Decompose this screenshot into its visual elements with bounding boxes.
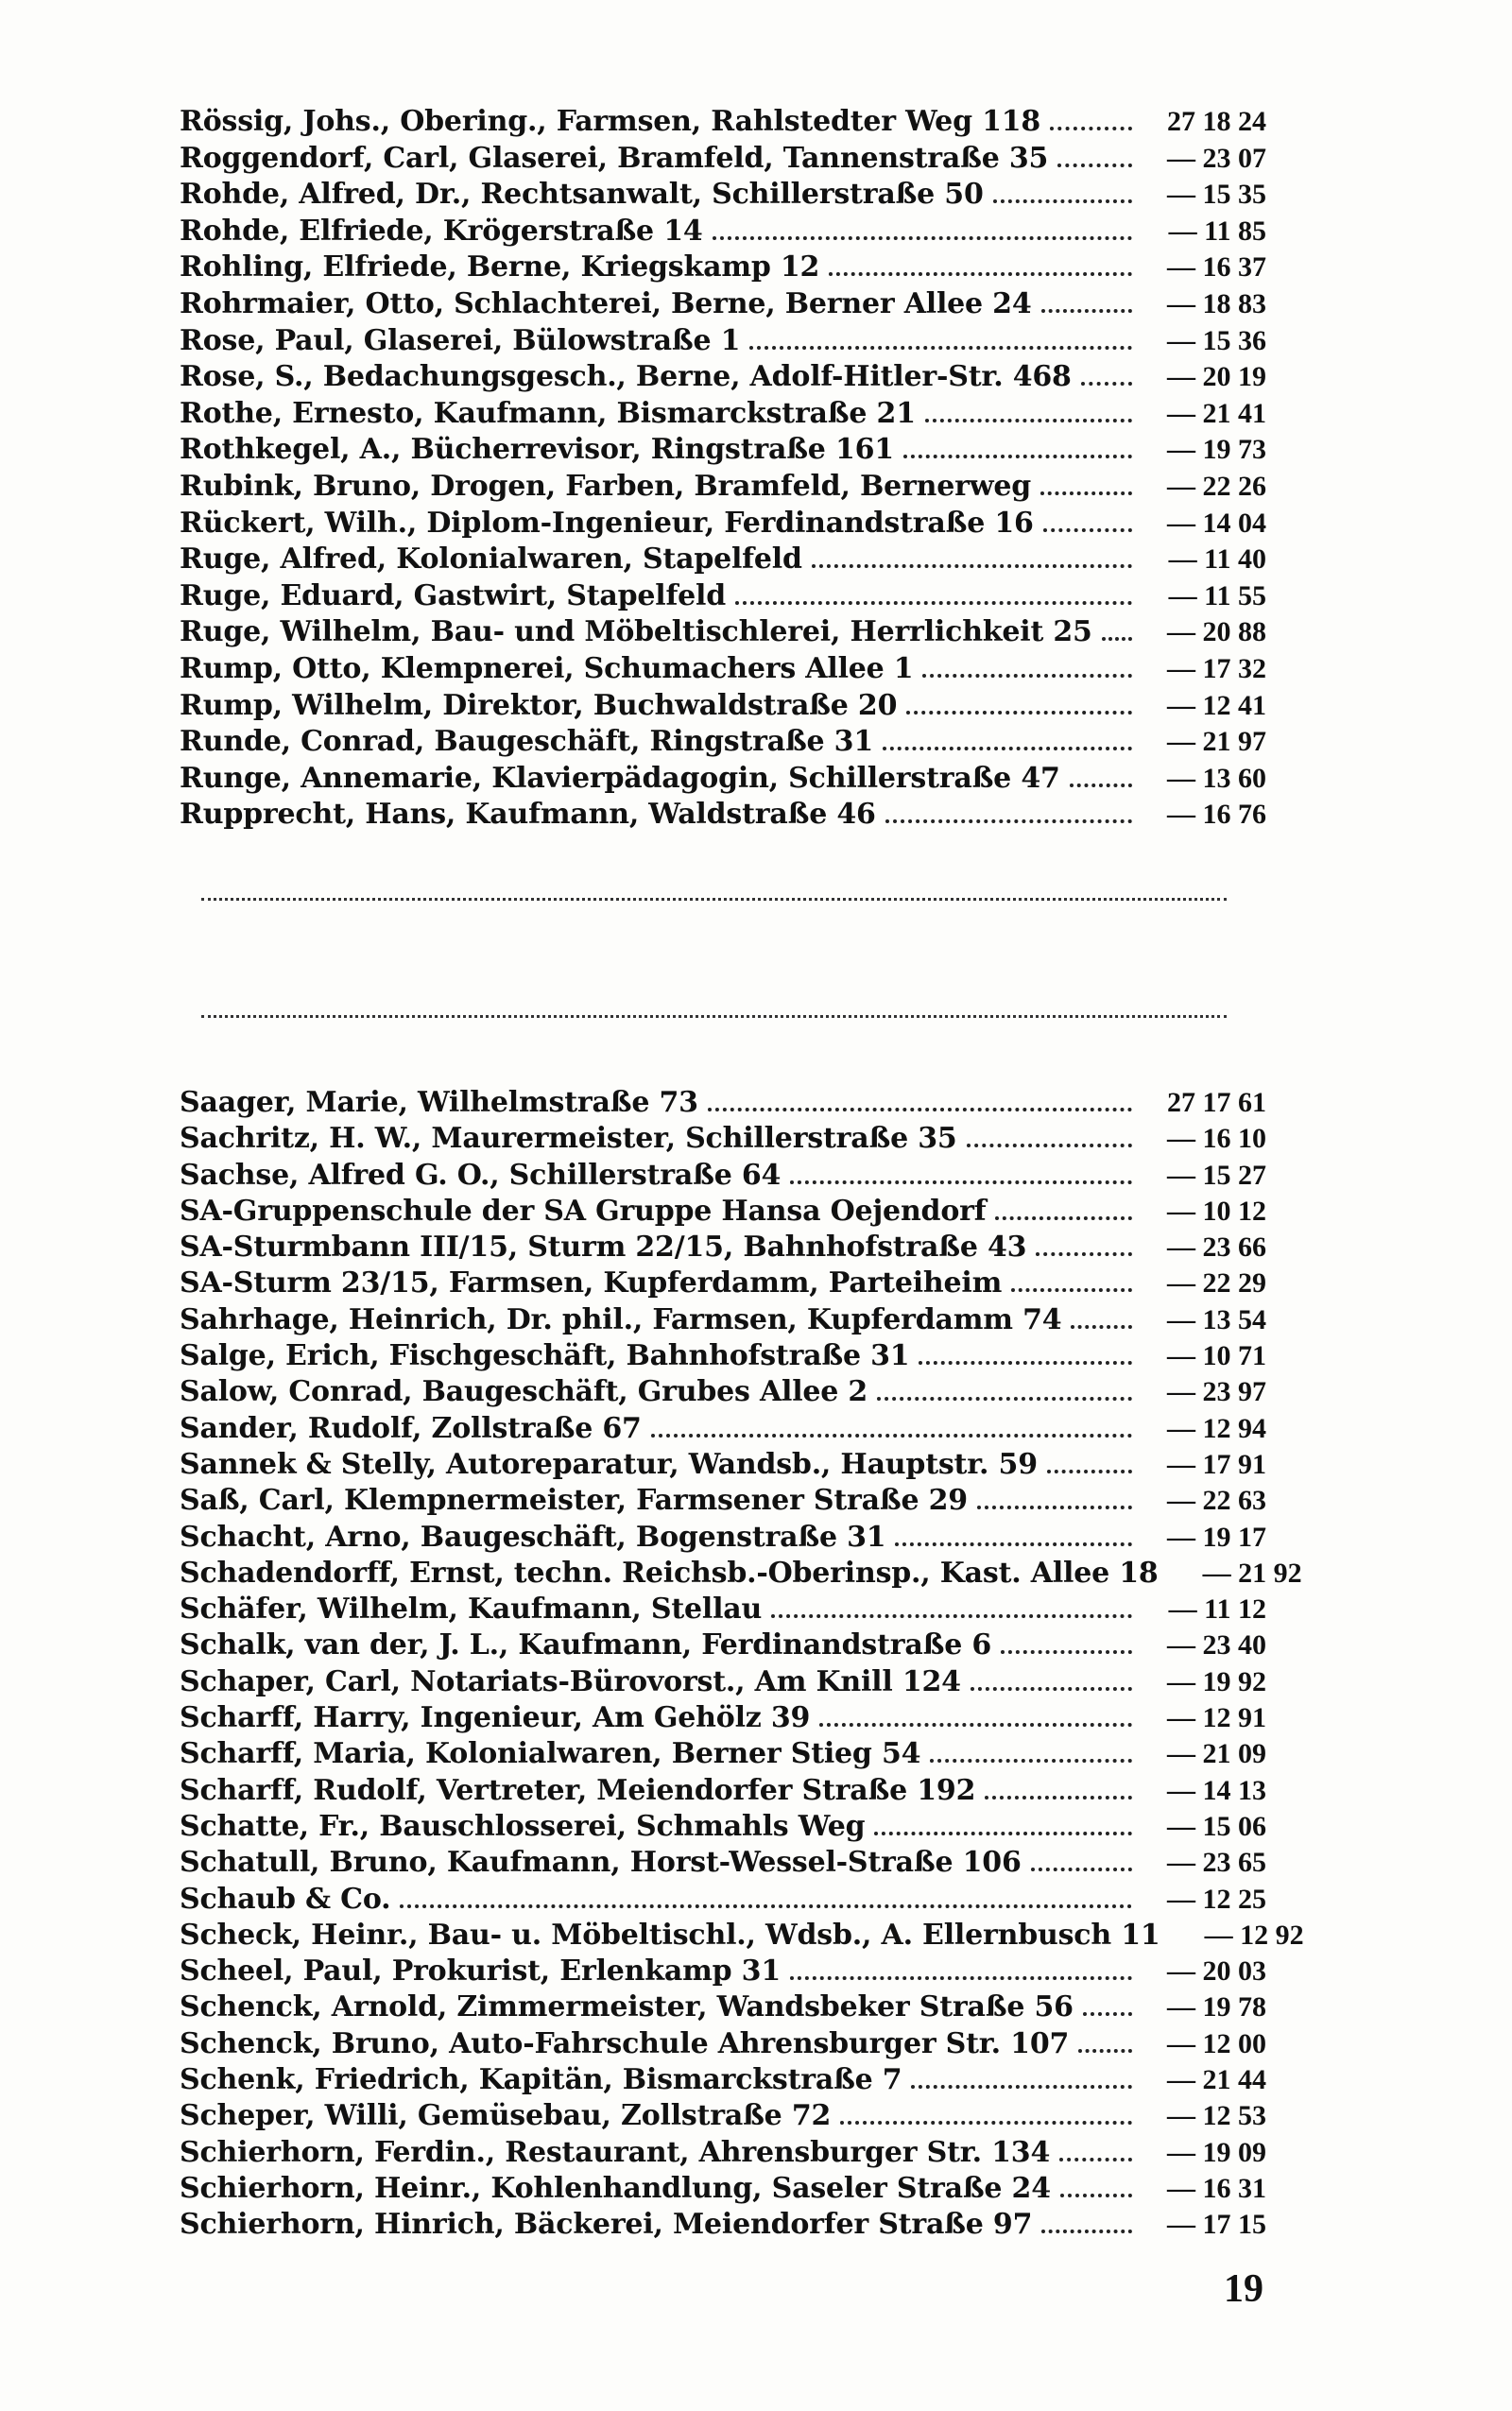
entry-name-address: Saager, Marie, Wilhelmstraße 73	[180, 1086, 698, 1119]
dot-leader	[1031, 1868, 1132, 1871]
entry-name-address: Salge, Erich, Fischgeschäft, Bahnhofstraße 31	[180, 1339, 910, 1373]
entry-phone-number: — 17 91	[1167, 1448, 1266, 1480]
entry-phone-number: — 12 91	[1167, 1702, 1266, 1734]
entry-phone-number: — 18 83	[1167, 287, 1266, 319]
entry-phone-number: — 12 00	[1167, 2027, 1266, 2059]
entry-name-address: Schacht, Arno, Baugeschäft, Bogenstraße 31	[180, 1520, 886, 1554]
listing-entry	[180, 1194, 1266, 1230]
entry-phone-number: — 21 44	[1167, 2064, 1266, 2096]
entry-name-address: Schalk, van der, J. L., Kaufmann, Ferdinandstraße 6	[180, 1628, 992, 1662]
entry-phone-number: — 17 32	[1167, 652, 1266, 684]
dot-leader	[985, 1796, 1132, 1800]
entry-phone-number: — 16 76	[1167, 799, 1266, 831]
entry-phone-number: — 20 03	[1167, 1955, 1266, 1988]
listing-entry	[180, 614, 1266, 651]
dot-leader	[1057, 164, 1132, 167]
dotted-separator	[201, 898, 1227, 901]
dot-leader	[903, 455, 1132, 458]
entry-phone-number: — 12 94	[1167, 1412, 1266, 1444]
entry-phone-number: — 22 29	[1167, 1267, 1266, 1300]
listing-entry	[180, 396, 1266, 433]
entry-name-address: Schatte, Fr., Bauschlosserei, Schmahls Weg	[180, 1809, 866, 1843]
entry-name-address: Rose, Paul, Glaserei, Bülowstraße 1	[180, 323, 741, 357]
entry-phone-number: — 11 85	[1168, 215, 1266, 247]
dot-leader	[790, 1180, 1132, 1184]
dot-leader	[967, 1144, 1132, 1147]
entry-phone-number: — 13 54	[1167, 1303, 1266, 1335]
entry-name-address: Rupprecht, Hans, Kaufmann, Waldstraße 46	[180, 798, 876, 832]
entry-name-address: Scheper, Willi, Gemüsebau, Zollstraße 72	[180, 2099, 832, 2133]
listing-entry	[180, 1266, 1266, 1301]
listing-entry	[180, 651, 1266, 688]
dot-leader	[651, 1434, 1132, 1438]
dot-leader	[971, 1687, 1132, 1691]
entry-name-address: Rössig, Johs., Obering., Farmsen, Rahlstedter Weg 118	[180, 105, 1041, 138]
entry-name-address: Sander, Rudolf, Zollstraße 67	[180, 1411, 642, 1445]
dot-leader	[911, 2085, 1132, 2089]
dot-leader	[919, 1361, 1132, 1365]
entry-phone-number: — 12 41	[1167, 689, 1266, 721]
dot-leader	[877, 1397, 1132, 1401]
listing-entry	[180, 286, 1266, 323]
entry-phone-number: — 14 04	[1167, 507, 1266, 539]
listing-entry	[180, 1121, 1266, 1157]
listing-entry	[180, 1845, 1266, 1881]
entry-phone-number: — 16 31	[1167, 2172, 1266, 2204]
entry-phone-number: — 15 35	[1167, 179, 1266, 211]
entry-name-address: SA-Sturmbann III/15, Sturm 22/15, Bahnhofstraße 43	[180, 1231, 1027, 1265]
listing-entry	[180, 1374, 1266, 1410]
entry-name-address: Sachse, Alfred G. O., Schillerstraße 64	[180, 1158, 782, 1192]
dot-leader	[1083, 2012, 1132, 2016]
dot-leader	[885, 819, 1132, 823]
dot-leader	[819, 1723, 1132, 1727]
entry-phone-number: — 12 25	[1167, 1883, 1266, 1915]
listing-entry	[180, 214, 1266, 250]
listing-entry	[180, 104, 1266, 141]
dot-leader	[1047, 1470, 1132, 1473]
entry-phone-number: — 11 55	[1168, 579, 1266, 611]
entry-name-address: Schaub & Co.	[180, 1882, 391, 1916]
listing-entry	[180, 1483, 1266, 1519]
listing-entry	[180, 1700, 1266, 1736]
entry-phone-number: — 19 73	[1167, 434, 1266, 466]
entry-phone-number: — 14 13	[1167, 1774, 1266, 1806]
entry-phone-number: — 19 92	[1167, 1665, 1266, 1697]
entry-name-address: Schenck, Bruno, Auto-Fahrschule Ahrensburger Str. 107	[180, 2026, 1070, 2060]
listing-entry	[180, 1556, 1302, 1592]
entry-name-address: Schatull, Bruno, Kaufmann, Horst-Wessel-Straße 106	[180, 1846, 1022, 1880]
listing-entry	[180, 177, 1266, 214]
dot-leader	[995, 1216, 1132, 1220]
entry-name-address: Saß, Carl, Klempnermeister, Farmsener Straße 29	[180, 1484, 968, 1518]
dot-leader	[1070, 784, 1132, 787]
listing-entry	[180, 469, 1266, 506]
listing-entry	[180, 1085, 1266, 1121]
listing-entry	[180, 1809, 1266, 1845]
dot-leader	[840, 2121, 1132, 2125]
entry-name-address: Rohde, Elfriede, Krögerstraße 14	[180, 214, 703, 248]
entry-name-address: Runde, Conrad, Baugeschäft, Ringstraße 31	[180, 725, 874, 759]
entry-name-address: Rubink, Bruno, Drogen, Farben, Bramfeld, Bernerweg	[180, 469, 1031, 503]
page-number: 19	[1224, 2267, 1263, 2311]
entry-name-address: Schierhorn, Heinr., Kohlenhandlung, Saseler Straße 24	[180, 2171, 1051, 2205]
listing-entry	[180, 2135, 1266, 2171]
listing-entry	[180, 2062, 1266, 2098]
listing-entry	[180, 1627, 1266, 1663]
entry-phone-number: — 23 65	[1167, 1847, 1266, 1879]
entry-name-address: Schadendorff, Ernst, techn. Reichsb.-Oberinsp., Kast. Allee 18	[180, 1556, 1159, 1590]
dot-leader	[993, 199, 1132, 203]
listing-entry	[180, 797, 1266, 834]
dot-leader	[713, 236, 1132, 240]
entry-name-address: Rohrmaier, Otto, Schlachterei, Berne, Berner Allee 24	[180, 286, 1032, 320]
dot-leader	[1043, 528, 1132, 532]
listing-entry	[180, 1664, 1266, 1700]
entry-phone-number: — 23 97	[1167, 1376, 1266, 1408]
entry-phone-number: — 15 06	[1167, 1810, 1266, 1842]
entry-phone-number: 27 18 24	[1167, 106, 1266, 137]
listing-entry	[180, 2207, 1266, 2243]
listing-entry	[180, 688, 1266, 725]
entry-name-address: SA-Sturm 23/15, Farmsen, Kupferdamm, Parteiheim	[180, 1266, 1003, 1300]
entry-phone-number: — 13 60	[1167, 762, 1266, 794]
dot-leader	[829, 272, 1132, 276]
entry-phone-number: — 21 41	[1167, 397, 1266, 429]
entry-name-address: Schaper, Carl, Notariats-Bürovorst., Am Knill 124	[180, 1664, 961, 1698]
entry-name-address: Salow, Conrad, Baugeschäft, Grubes Allee 2	[180, 1375, 868, 1409]
entry-name-address: Rothkegel, A., Bücherrevisor, Ringstraße 161	[180, 433, 894, 467]
entry-name-address: Rump, Otto, Klempnerei, Schumachers Allee 1	[180, 651, 914, 685]
entry-name-address: Schierhorn, Hinrich, Bäckerei, Meiendorfer Straße 97	[180, 2208, 1033, 2242]
entry-phone-number: — 10 12	[1167, 1195, 1266, 1227]
listing-entry	[180, 1882, 1266, 1918]
listing-entry	[180, 1411, 1266, 1447]
listing-entry	[180, 1989, 1266, 2025]
entry-name-address: Rothe, Ernesto, Kaufmann, Bismarckstraße 21	[180, 396, 916, 430]
entry-phone-number: — 17 15	[1167, 2209, 1266, 2241]
entry-name-address: Rohde, Alfred, Dr., Rechtsanwalt, Schillerstraße 50	[180, 178, 984, 212]
listing-entry	[180, 323, 1266, 360]
dot-leader	[1078, 2049, 1132, 2053]
listing-entry	[180, 1302, 1266, 1338]
entry-name-address: Rose, S., Bedachungsgesch., Berne, Adolf-Hitler-Str. 468	[180, 360, 1072, 394]
listing-entry	[180, 761, 1266, 798]
entry-name-address: Ruge, Alfred, Kolonialwaren, Stapelfeld	[180, 542, 802, 577]
listing-entry	[180, 724, 1266, 761]
listing-entry	[180, 1338, 1266, 1374]
dot-leader	[400, 1904, 1132, 1908]
listing-entry	[180, 506, 1266, 542]
entry-phone-number: — 23 66	[1167, 1231, 1266, 1264]
listing-entry	[180, 2026, 1266, 2062]
dot-leader	[1041, 2230, 1132, 2233]
dot-leader	[925, 419, 1132, 422]
entry-phone-number: — 11 40	[1168, 543, 1266, 576]
listing-section-r	[180, 104, 1266, 834]
listing-entry	[180, 1158, 1266, 1194]
entry-phone-number: — 19 78	[1167, 1991, 1266, 2024]
entry-phone-number: — 11 12	[1168, 1593, 1266, 1626]
entry-phone-number: — 15 27	[1167, 1159, 1266, 1191]
entry-name-address: Ruge, Wilhelm, Bau- und Möbeltischlerei, Herrlichkeit 25	[180, 615, 1092, 649]
listing-entry	[180, 2098, 1266, 2134]
entry-phone-number: — 10 71	[1167, 1340, 1266, 1372]
listing-entry	[180, 1592, 1266, 1627]
dot-leader	[1040, 491, 1132, 495]
entry-phone-number: — 20 19	[1167, 361, 1266, 393]
dot-leader	[1071, 1325, 1132, 1329]
entry-name-address: Schenk, Friedrich, Kapitän, Bismarckstraße 7	[180, 2063, 902, 2097]
dot-leader	[812, 564, 1132, 568]
entry-phone-number: — 12 92	[1204, 1919, 1304, 1951]
dot-leader	[1001, 1650, 1132, 1654]
dot-leader	[771, 1614, 1132, 1618]
listing-entry	[180, 250, 1266, 286]
dot-leader	[790, 1976, 1132, 1980]
dot-leader	[1059, 2158, 1132, 2161]
entry-name-address: Schenck, Arnold, Zimmermeister, Wandsbeker Straße 56	[180, 1990, 1074, 2024]
entry-phone-number: — 12 53	[1167, 2100, 1266, 2132]
entry-phone-number: — 16 10	[1167, 1123, 1266, 1155]
entry-phone-number: — 19 09	[1167, 2136, 1266, 2168]
entry-name-address: SA-Gruppenschule der SA Gruppe Hansa Oejendorf	[180, 1194, 987, 1228]
dotted-separator	[201, 1015, 1227, 1018]
entry-phone-number: — 23 40	[1167, 1629, 1266, 1662]
entry-name-address: Rump, Wilhelm, Direktor, Buchwaldstraße 20	[180, 688, 898, 722]
dot-leader	[1041, 309, 1132, 313]
entry-phone-number: — 19 17	[1167, 1521, 1266, 1553]
dot-leader	[1050, 127, 1132, 130]
listing-entry	[180, 141, 1266, 178]
entry-phone-number: — 21 92	[1202, 1557, 1302, 1589]
entry-name-address: Scheel, Paul, Prokurist, Erlenkamp 31	[180, 1955, 782, 1989]
dot-leader	[1036, 1252, 1132, 1256]
listing-entry	[180, 1736, 1266, 1772]
entry-name-address: Scharff, Harry, Ingenieur, Am Gehölz 39	[180, 1701, 811, 1735]
listing-section-s	[180, 1085, 1304, 2244]
entry-phone-number: — 21 97	[1167, 726, 1266, 758]
entry-name-address: Scharff, Rudolf, Vertreter, Meiendorfer Straße 192	[180, 1773, 976, 1807]
dot-leader	[906, 711, 1132, 715]
dot-leader	[1060, 2194, 1132, 2197]
dot-leader	[883, 747, 1132, 750]
entry-name-address: Roggendorf, Carl, Glaserei, Bramfeld, Tannenstraße 35	[180, 141, 1049, 175]
entry-name-address: Schierhorn, Ferdin., Restaurant, Ahrensburger Str. 134	[180, 2135, 1051, 2169]
dot-leader	[708, 1108, 1132, 1111]
listing-entry	[180, 578, 1266, 615]
entry-name-address: Rückert, Wilh., Diplom-Ingenieur, Ferdinandstraße 16	[180, 506, 1034, 540]
entry-phone-number: — 20 88	[1167, 616, 1266, 648]
listing-entry	[180, 1447, 1266, 1483]
entry-name-address: Sahrhage, Heinrich, Dr. phil., Farmsen, Kupferdamm 74	[180, 1302, 1062, 1336]
entry-name-address: Scheck, Heinr., Bau- u. Möbeltischl., Wdsb., A. Ellernbusch 11	[180, 1918, 1160, 1952]
entry-name-address: Ruge, Eduard, Gastwirt, Stapelfeld	[180, 578, 727, 612]
entry-name-address: Schäfer, Wilhelm, Kaufmann, Stellau	[180, 1593, 763, 1627]
entry-name-address: Runge, Annemarie, Klavierpädagogin, Schillerstraße 47	[180, 761, 1060, 795]
entry-phone-number: — 23 07	[1167, 142, 1266, 174]
entry-phone-number: — 16 37	[1167, 251, 1266, 284]
dot-leader	[895, 1542, 1132, 1546]
dot-leader	[930, 1759, 1132, 1763]
dot-leader	[1011, 1288, 1132, 1292]
dot-leader	[874, 1832, 1132, 1835]
dot-leader	[922, 674, 1132, 678]
dot-leader	[1081, 382, 1132, 386]
listing-entry	[180, 1918, 1304, 1954]
listing-entry	[180, 359, 1266, 396]
entry-phone-number: — 22 26	[1167, 470, 1266, 502]
entry-name-address: Scharff, Maria, Kolonialwaren, Berner Stieg 54	[180, 1737, 921, 1771]
entry-phone-number: 27 17 61	[1167, 1087, 1266, 1118]
listing-entry	[180, 432, 1266, 469]
listing-entry	[180, 542, 1266, 578]
entry-name-address: Sannek & Stelly, Autoreparatur, Wandsb., Hauptstr. 59	[180, 1447, 1038, 1481]
dot-leader	[735, 601, 1132, 605]
entry-name-address: Sachritz, H. W., Maurermeister, Schillerstraße 35	[180, 1122, 957, 1156]
listing-entry	[180, 1773, 1266, 1809]
dot-leader	[749, 346, 1132, 350]
dot-leader	[1102, 637, 1132, 641]
listing-entry	[180, 1230, 1266, 1266]
entry-phone-number: — 21 09	[1167, 1738, 1266, 1770]
dot-leader	[977, 1506, 1132, 1509]
listing-entry	[180, 1520, 1266, 1556]
entry-name-address: Rohling, Elfriede, Berne, Kriegskamp 12	[180, 250, 820, 284]
listing-entry	[180, 1954, 1266, 1989]
entry-phone-number: — 15 36	[1167, 324, 1266, 356]
entry-phone-number: — 22 63	[1167, 1485, 1266, 1517]
listing-entry	[180, 2171, 1266, 2207]
